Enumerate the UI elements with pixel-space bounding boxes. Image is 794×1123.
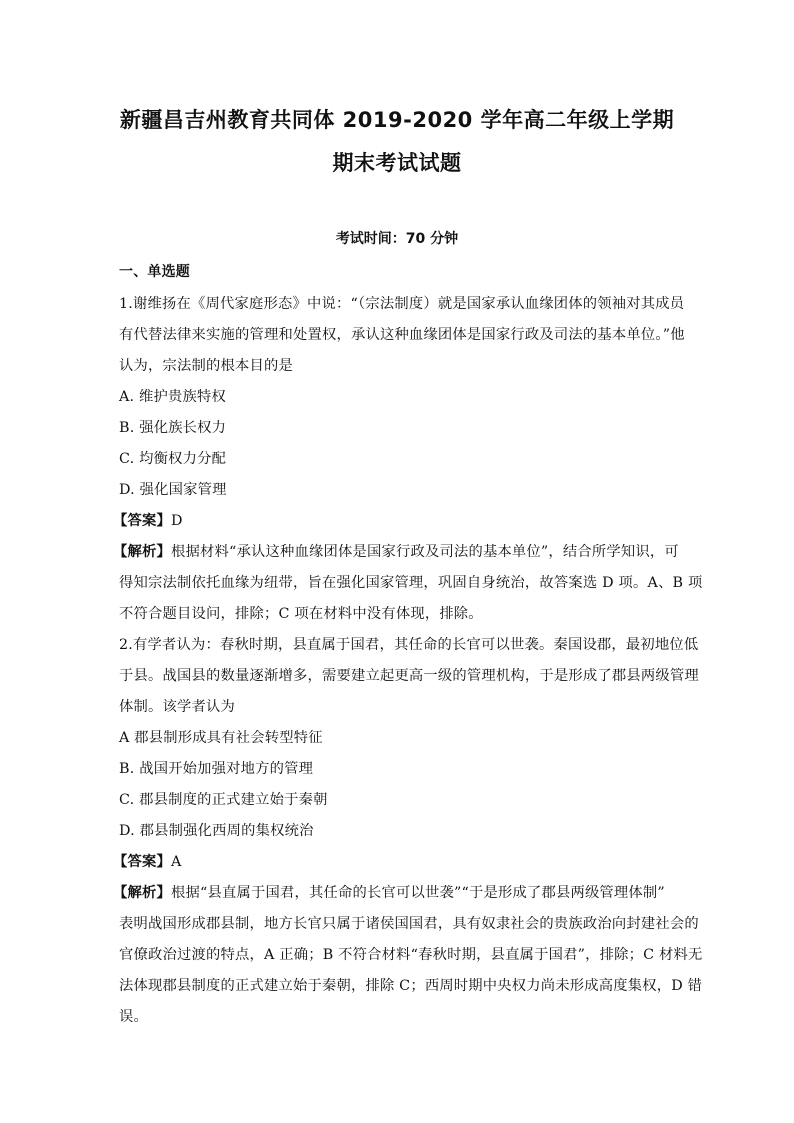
- analysis-text: 官僚政治过渡的特点，A 正确；B 不符合材料“春秋时期，县直属于国君”，排除；C 材料无: [119, 947, 703, 963]
- option-b: B. 强化族长权力: [119, 420, 227, 436]
- analysis-text: 表明战国形成郡县制，地方长官只属于诸侯国国君，具有奴隶社会的贵族政治向封建社会的: [119, 916, 699, 932]
- answer-line: [113, 510, 673, 530]
- analysis-tag: 【解析】: [113, 544, 171, 560]
- analysis-text: 误。: [119, 1009, 148, 1025]
- analysis-tag: 【解析】: [113, 885, 171, 901]
- analysis-text: 法体现郡县制度的正式建立始于秦朝，排除 C；西周时期中央权力尚未形成高度集权，D 错: [119, 978, 703, 994]
- document-title-line2: 期末考试试题: [332, 151, 462, 175]
- option-c: C. 均衡权力分配: [119, 451, 227, 467]
- analysis-line: [113, 882, 673, 902]
- option-d: D. 强化国家管理: [119, 482, 227, 498]
- document-title-line1: 新疆昌吉州教育共同体 2019-2020 学年高二年级上学期: [119, 108, 675, 132]
- question-stem-line: 1.谢维扬在《周代家庭形态》中说：“（宗法制度）就是国家承认血缘团体的领袖对其成员: [119, 296, 685, 312]
- analysis-text: 根据材料“承认这种血缘团体是国家行政及司法的基本单位”，结合所学知识，可: [171, 544, 679, 560]
- option-b: B. 战国开始加强对地方的管理: [119, 761, 314, 777]
- question-stem-line: 体制。该学者认为: [119, 699, 235, 715]
- question-stem-line: 认为，宗法制的根本目的是: [119, 358, 293, 374]
- option-c: C. 郡县制度的正式建立始于秦朝: [119, 792, 328, 808]
- option-d: D. 郡县制强化西周的集权统治: [119, 823, 314, 839]
- question-stem-line: 2.有学者认为：春秋时期，县直属于国君，其任命的长官可以世袭。秦国设郡，最初地位低: [119, 637, 699, 653]
- answer-line: [113, 851, 673, 871]
- option-a: A. 维护贵族特权: [119, 389, 226, 405]
- analysis-text: 不符合题目设问，排除；C 项在材料中没有体现，排除。: [119, 606, 483, 622]
- option-a: A 郡县制形成具有社会转型特征: [119, 730, 323, 746]
- exam-time: 考试时间：70 分钟: [335, 231, 459, 247]
- analysis-line: [113, 541, 679, 561]
- question-stem-line: 于县。战国县的数量逐渐增多，需要建立起更高一级的管理机构，于是形成了郡县两级管理: [119, 668, 699, 684]
- analysis-text: 根据“县直属于国君，其任命的长官可以世袭”“于是形成了郡县两级管理体制”: [171, 885, 665, 901]
- analysis-text: 得知宗法制依托血缘为纽带，旨在强化国家管理，巩固自身统治，故答案选 D 项。A、B 项: [119, 575, 703, 591]
- answer-tag: 【答案】: [113, 854, 171, 870]
- answer-value: A: [171, 854, 182, 870]
- question-stem-line: 有代替法律来实施的管理和处置权，承认这种血缘团体是国家行政及司法的基本单位。”他: [119, 327, 685, 343]
- answer-tag: 【答案】: [113, 513, 171, 529]
- answer-value: D: [171, 513, 183, 529]
- section-heading: 一、单选题: [119, 264, 190, 280]
